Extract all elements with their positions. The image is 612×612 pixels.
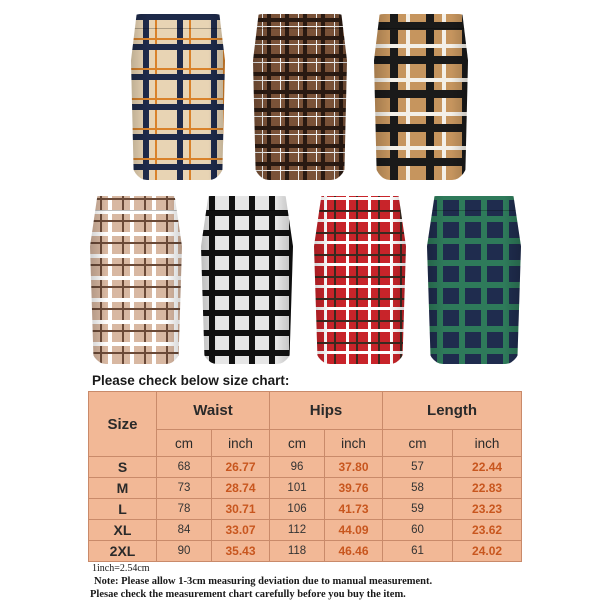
black-white-plaid-skirt: [201, 196, 293, 364]
length-cm-header: cm: [383, 430, 453, 457]
hips-cm-cell: 118: [270, 541, 325, 562]
beige-brown-plaid-skirt: [90, 196, 182, 364]
waist-inch-header: inch: [212, 430, 270, 457]
waist-cm-cell: 84: [157, 520, 212, 541]
hips-cm-header: cm: [270, 430, 325, 457]
hips-cm-cell: 112: [270, 520, 325, 541]
brown-white-plaid-skirt: [253, 14, 347, 180]
hips-header: Hips: [270, 392, 383, 430]
length-cm-cell: 58: [383, 478, 453, 499]
waist-inch-cell: 28.74: [212, 478, 270, 499]
waist-inch-cell: 33.07: [212, 520, 270, 541]
hips-inch-cell: 37.80: [325, 457, 383, 478]
waist-cm-cell: 90: [157, 541, 212, 562]
waist-inch-cell: 30.71: [212, 499, 270, 520]
table-row: [89, 478, 522, 499]
hips-inch-cell: 41.73: [325, 499, 383, 520]
size-header: Size: [89, 392, 157, 457]
length-inch-cell: 23.23: [453, 499, 522, 520]
green-navy-plaid-skirt: [427, 196, 521, 364]
waist-cm-cell: 78: [157, 499, 212, 520]
red-white-plaid-skirt: [314, 196, 406, 364]
length-header: Length: [383, 392, 522, 430]
table-row: [89, 541, 522, 562]
size-cell: M: [89, 478, 157, 499]
hips-cm-cell: 106: [270, 499, 325, 520]
hips-cm-cell: 96: [270, 457, 325, 478]
length-inch-cell: 23.62: [453, 520, 522, 541]
size-cell: 2XL: [89, 541, 157, 562]
length-cm-cell: 61: [383, 541, 453, 562]
unit-conversion-note: 1inch=2.54cm: [92, 563, 150, 574]
waist-inch-cell: 35.43: [212, 541, 270, 562]
size-cell: L: [89, 499, 157, 520]
waist-cm-cell: 68: [157, 457, 212, 478]
length-cm-cell: 60: [383, 520, 453, 541]
waist-inch-cell: 26.77: [212, 457, 270, 478]
check-chart-note: Plesae check the measurement chart carefully before you buy the item.: [90, 589, 406, 600]
size-cell: S: [89, 457, 157, 478]
hips-inch-cell: 39.76: [325, 478, 383, 499]
length-cm-cell: 57: [383, 457, 453, 478]
size-cell: XL: [89, 520, 157, 541]
tan-black-plaid-skirt: [374, 14, 468, 180]
hips-inch-header: inch: [325, 430, 383, 457]
length-inch-cell: 22.83: [453, 478, 522, 499]
table-row: [89, 520, 522, 541]
measurement-deviation-note: Note: Please allow 1-3cm measuring deviation due to manual measurement.: [94, 576, 433, 587]
length-cm-cell: 59: [383, 499, 453, 520]
hips-inch-cell: 46.46: [325, 541, 383, 562]
waist-header: Waist: [157, 392, 270, 430]
waist-cm-cell: 73: [157, 478, 212, 499]
waist-cm-header: cm: [157, 430, 212, 457]
length-inch-cell: 22.44: [453, 457, 522, 478]
size-chart-title: Please check below size chart:: [92, 373, 290, 388]
hips-cm-cell: 101: [270, 478, 325, 499]
camel-navy-orange-plaid-skirt: [131, 14, 225, 180]
length-inch-header: inch: [453, 430, 522, 457]
table-row: [89, 499, 522, 520]
length-inch-cell: 24.02: [453, 541, 522, 562]
hips-inch-cell: 44.09: [325, 520, 383, 541]
table-row: [89, 457, 522, 478]
size-chart-table: [88, 391, 522, 562]
